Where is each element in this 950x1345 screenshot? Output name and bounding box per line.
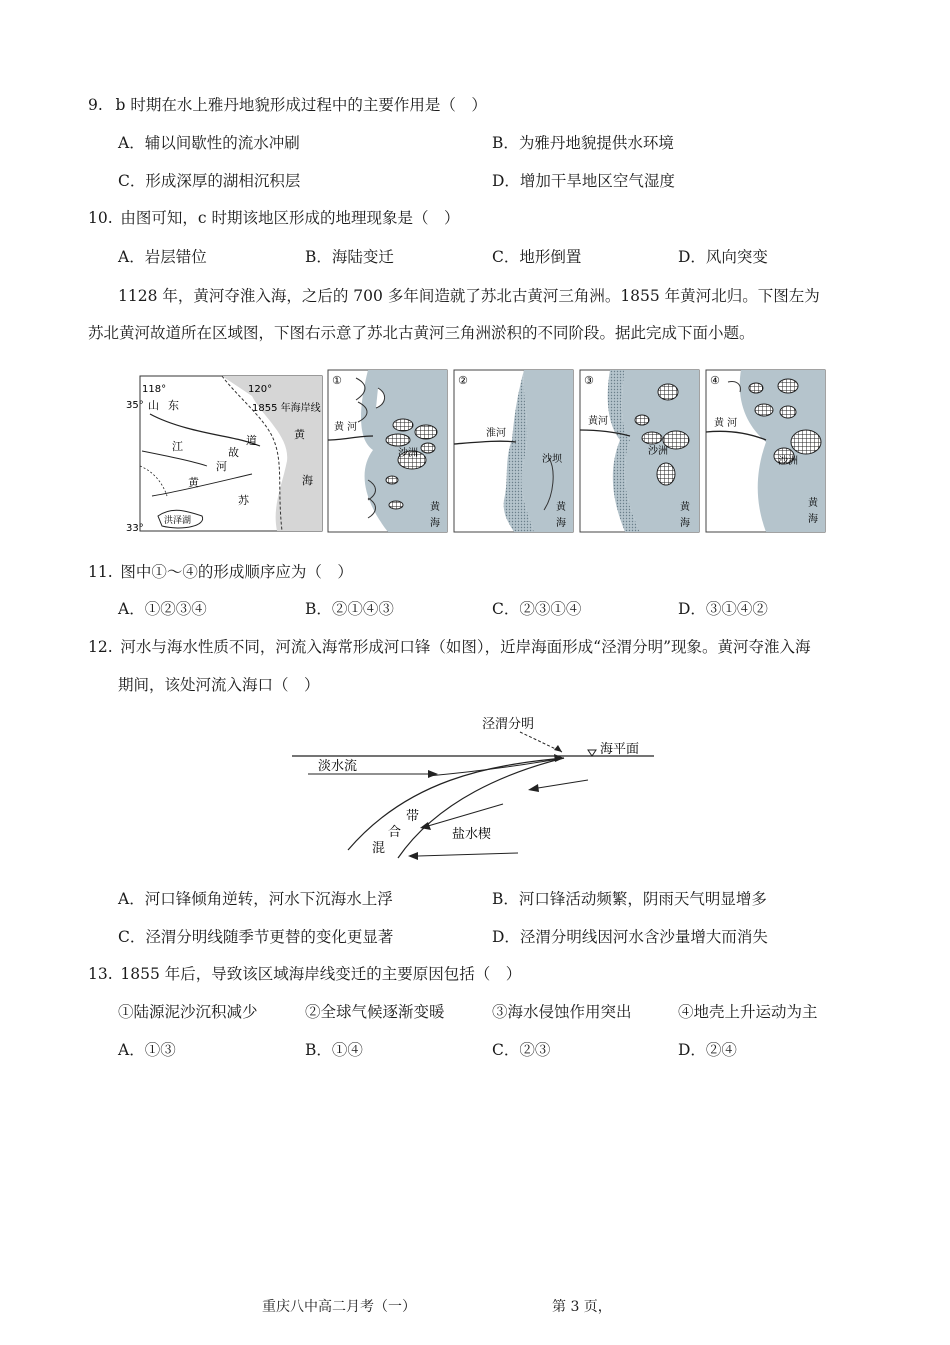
map-coast-label: 1855 年海岸线 (252, 403, 321, 414)
map-dao: 道 (246, 434, 257, 447)
q13-option-b: B．①④ (305, 1041, 363, 1059)
panel-1-sea-1: 黄 (430, 502, 440, 513)
footer-page: 第 3 页， (552, 1299, 612, 1315)
panel-1-sea-2: 海 (430, 518, 440, 529)
map-gu: 故 (228, 446, 239, 459)
footer-school: 重庆八中高二月考（一） (262, 1299, 416, 1315)
q10-option-c: C．地形倒置 (492, 248, 582, 266)
q12-option-d: D．泾渭分明线因河水含沙量增大而消失 (492, 928, 768, 946)
q10-stem: 10. 由图可知，c 时期该地区形成的地理现象是（ ） (88, 209, 460, 227)
panel-2-sand: 沙坝 (542, 454, 562, 465)
panel-3 (580, 370, 699, 532)
q9-stem: 9. b 时期在水上雅丹地貌形成过程中的主要作用是（ ） (88, 96, 487, 114)
panel-4-sand: 沙洲 (778, 456, 798, 467)
q13-statement-2: ②全球气候逐渐变暖 (305, 1003, 445, 1021)
lat-35: 35° (126, 400, 144, 411)
q11-option-c: C．②③①④ (492, 600, 582, 618)
map-huang: 黄 (188, 476, 199, 489)
label-mix-2: 合 (388, 825, 402, 840)
label-salt-wedge: 盐水楔 (452, 827, 492, 842)
q13-statement-1: ①陆源泥沙沉积减少 (118, 1003, 258, 1021)
panel-1-sand: 沙洲 (398, 448, 418, 459)
panel-4-river: 黄 河 (714, 418, 738, 429)
q13-option-a: A．①③ (118, 1041, 176, 1059)
map-jiang: 江 (172, 440, 183, 453)
q9-option-d: D．增加干旱地区空气湿度 (492, 172, 675, 190)
intro-line-1: 1128 年，黄河夺淮入海，之后的 700 多年间造就了苏北古黄河三角洲。1855 年黄河北归。下图左为 (118, 287, 820, 305)
q11-stem: 11. 图中①～④的形成顺序应为（ ） (88, 563, 353, 581)
map-hongze: 洪泽湖 (164, 516, 192, 526)
lon-118: 118° (142, 384, 167, 395)
q10-option-a: A．岩层错位 (118, 248, 207, 266)
map-dong: 东 (168, 399, 179, 412)
panel-3-num: ③ (584, 374, 594, 387)
panel-3-sea-2: 海 (680, 518, 690, 529)
region-map (126, 376, 322, 534)
q11-option-d: D．③①④② (678, 600, 768, 618)
panel-4-num: ④ (710, 374, 720, 387)
panel-3-sea-1: 黄 (680, 502, 690, 513)
map-yellow-sea-2: 海 (302, 474, 313, 487)
q10-option-b: B．海陆变迁 (305, 248, 394, 266)
panel-1 (328, 370, 447, 532)
label-mix-1: 带 (406, 809, 420, 824)
q12-option-a: A．河口锋倾角逆转，河水下沉海水上浮 (118, 890, 393, 908)
q12-stem-line-2: 期间，该处河流入海口（ ） (118, 676, 320, 694)
panel-1-river: 黄 河 (334, 422, 358, 433)
q10-option-d: D．风向突变 (678, 248, 768, 266)
delta-figure (112, 366, 832, 536)
panel-2-river: 淮河 (486, 428, 506, 439)
map-su: 苏 (238, 494, 249, 507)
q13-statement-4: ④地壳上升运动为主 (678, 1003, 818, 1021)
q13-option-d: D．②④ (678, 1041, 737, 1059)
panel-2-sea-2: 海 (556, 518, 566, 529)
label-fresh-water: 淡水流 (318, 759, 358, 774)
q13-stem: 13. 1855 年后，导致该区域海岸线变迁的主要原因包括（ ） (88, 965, 522, 983)
label-jingwei: 泾渭分明 (482, 717, 535, 732)
q13-statement-3: ③海水侵蚀作用突出 (492, 1003, 632, 1021)
q9-option-c: C．形成深厚的湖相沉积层 (118, 172, 301, 190)
q12-option-c: C．泾渭分明线随季节更替的变化更显著 (118, 928, 394, 946)
panel-1-num: ① (332, 374, 342, 387)
panel-4-sea-1: 黄 (808, 498, 818, 509)
q12-stem-line-1: 12. 河水与海水性质不同，河流入海常形成河口锋（如图），近岸海面形成“泾渭分明”现象。黄河夺淮入海 (88, 638, 811, 656)
panel-3-sand: 沙洲 (648, 446, 668, 457)
panel-3-river: 黄河 (588, 416, 608, 427)
estuary-front-diagram (288, 710, 660, 870)
q11-option-b: B．②①④③ (305, 600, 394, 618)
q9-option-b: B．为雅丹地貌提供水环境 (492, 134, 674, 152)
intro-line-2: 苏北黄河故道所在区域图，下图右示意了苏北古黄河三角洲淤积的不同阶段。据此完成下面小题。 (88, 324, 755, 342)
q9-option-a: A．辅以间歇性的流水冲刷 (118, 134, 300, 152)
panel-4 (706, 370, 825, 532)
label-sea-level: 海平面 (600, 742, 640, 757)
panel-2-num: ② (458, 374, 468, 387)
label-mix-3: 混 (372, 841, 386, 856)
map-shan: 山 (148, 399, 159, 412)
map-yellow-sea-1: 黄 (294, 428, 305, 441)
lat-33: 33° (126, 523, 144, 534)
q12-option-b: B．河口锋活动频繁，阴雨天气明显增多 (492, 890, 767, 908)
q11-option-a: A．①②③④ (118, 600, 207, 618)
map-he: 河 (216, 460, 227, 473)
panel-4-sea-2: 海 (808, 514, 818, 525)
lon-120: 120° (248, 384, 273, 395)
panel-2-sea-1: 黄 (556, 502, 566, 513)
q13-option-c: C．②③ (492, 1041, 551, 1059)
panel-2 (454, 370, 573, 532)
